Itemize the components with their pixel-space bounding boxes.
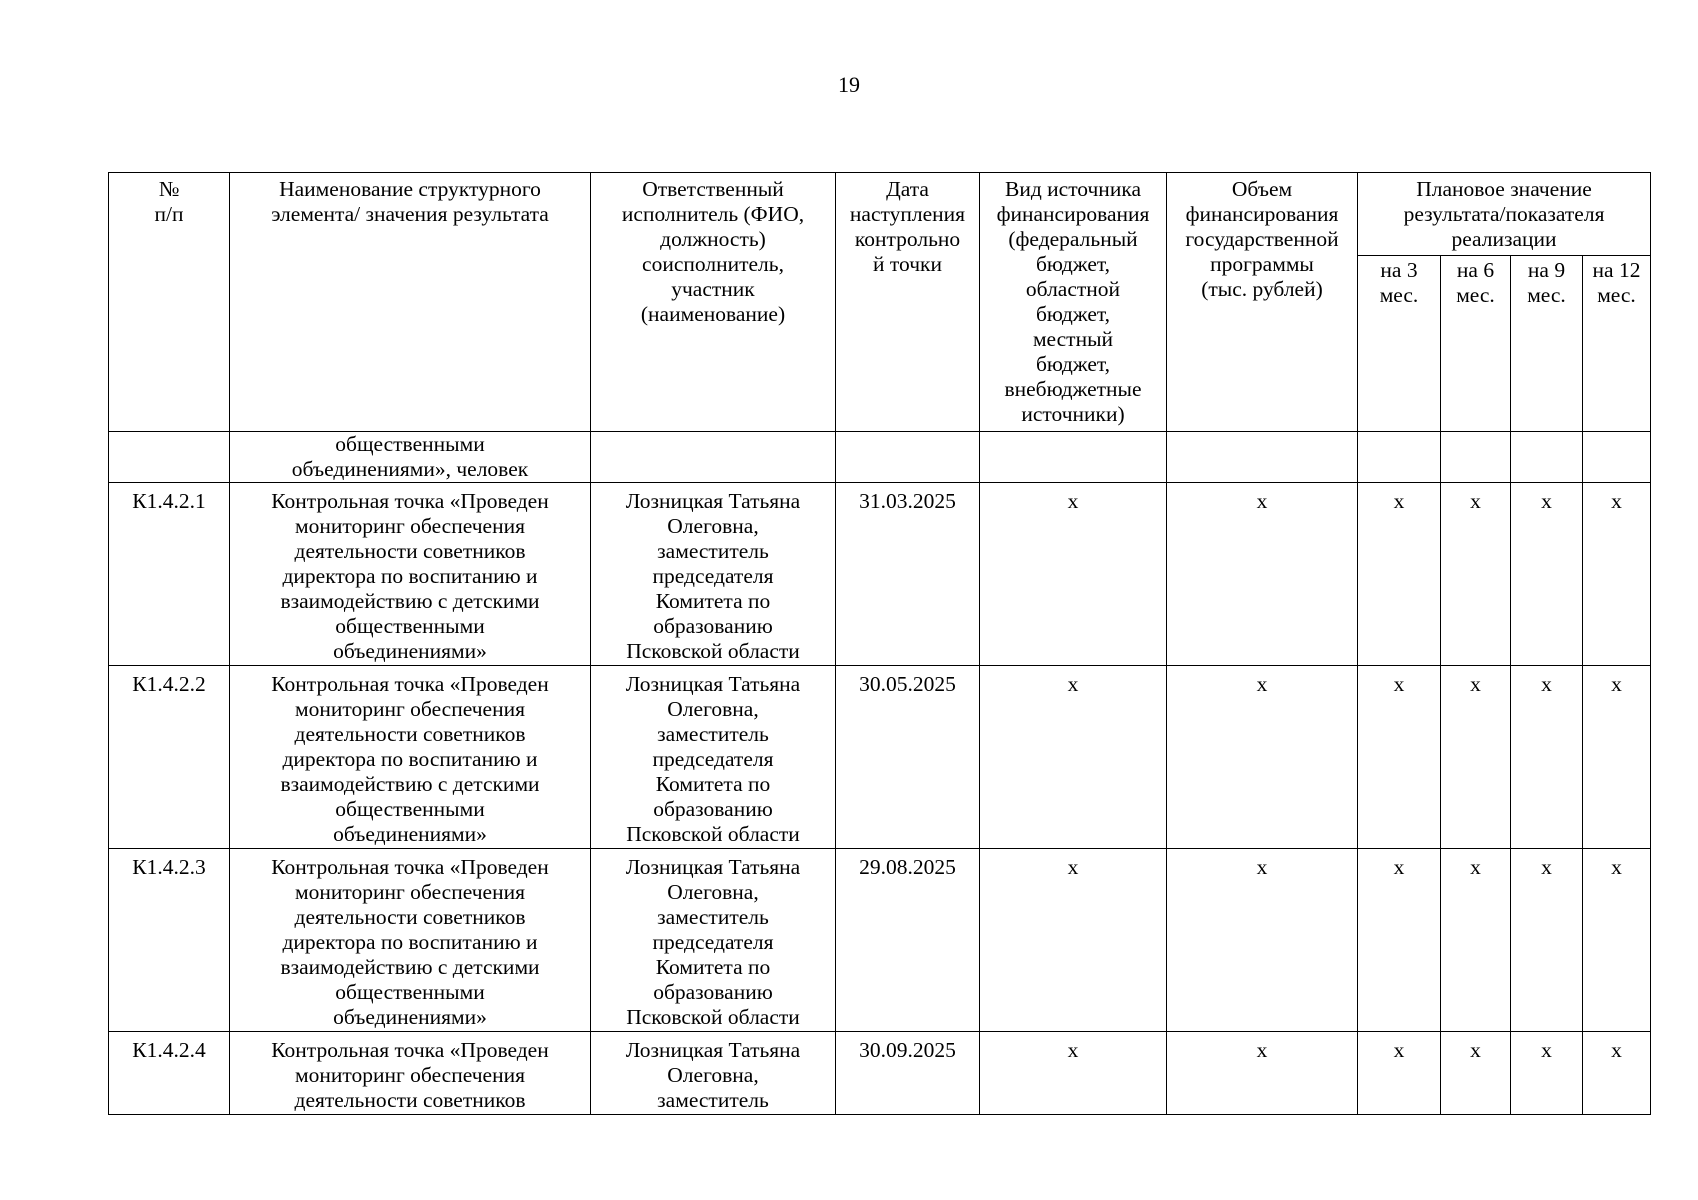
cell-num: К1.4.2.1 bbox=[109, 483, 230, 666]
cell-date: 29.08.2025 bbox=[836, 849, 980, 1032]
cell-month-9: х bbox=[1511, 483, 1583, 666]
cell-source bbox=[980, 432, 1167, 483]
cell-responsible bbox=[591, 849, 836, 1032]
text-line: Комитета по bbox=[655, 772, 771, 796]
text-line: Плановое значение bbox=[1416, 177, 1592, 201]
text-line: Наименование структурного bbox=[279, 177, 541, 201]
text-line: элемента/ значения результата bbox=[271, 202, 549, 226]
text-line: председателя bbox=[652, 564, 774, 588]
header-month-9 bbox=[1511, 256, 1583, 432]
text-line: деятельности советников bbox=[294, 1088, 526, 1112]
text-line: реализации bbox=[1451, 227, 1557, 251]
text-line: общественными bbox=[335, 980, 485, 1004]
text-line: заместитель bbox=[657, 1088, 769, 1112]
text-line: п/п bbox=[154, 202, 184, 226]
text-line: директора по воспитанию и bbox=[282, 930, 538, 954]
table-row bbox=[109, 1032, 1651, 1115]
text-line: участник bbox=[671, 277, 755, 301]
cell-month-12: х bbox=[1583, 666, 1651, 849]
text-line: Олеговна, bbox=[667, 880, 759, 904]
cell-source: х bbox=[980, 483, 1167, 666]
cell-month-3: х bbox=[1358, 1032, 1441, 1115]
text-line: Лозницкая Татьяна bbox=[625, 855, 801, 879]
text-line: заместитель bbox=[657, 722, 769, 746]
text-line: Псковской области bbox=[626, 1005, 800, 1029]
text-line: контрольно bbox=[854, 227, 961, 251]
cell-name bbox=[230, 432, 591, 483]
header-responsible bbox=[591, 173, 836, 432]
text-line: Комитета по bbox=[655, 955, 771, 979]
header-volume bbox=[1167, 173, 1358, 432]
text-line: местный bbox=[1032, 327, 1114, 351]
cell-month-3 bbox=[1358, 432, 1441, 483]
text-line: Контрольная точка «Проведен bbox=[271, 672, 549, 696]
page-number: 19 bbox=[838, 72, 860, 97]
text-line: бюджет, bbox=[1035, 302, 1111, 326]
text-line: Лозницкая Татьяна bbox=[625, 672, 801, 696]
text-line: (тыс. рублей) bbox=[1201, 277, 1323, 301]
cell-month-12: х bbox=[1583, 849, 1651, 1032]
text-line: общественными bbox=[335, 614, 485, 638]
text-line: мес. bbox=[1527, 283, 1566, 307]
cell-month-9 bbox=[1511, 432, 1583, 483]
continuation-row bbox=[109, 432, 1651, 483]
cell-num bbox=[109, 432, 230, 483]
cell-month-3: х bbox=[1358, 666, 1441, 849]
text-line: (федеральный bbox=[1008, 227, 1138, 251]
cell-date bbox=[836, 432, 980, 483]
text-line: й точки bbox=[873, 252, 942, 276]
text-line: мониторинг обеспечения bbox=[295, 514, 525, 538]
text-line: мониторинг обеспечения bbox=[295, 697, 525, 721]
cell-date: 30.05.2025 bbox=[836, 666, 980, 849]
text-line: объединениями» bbox=[333, 822, 487, 846]
cell-name bbox=[230, 1032, 591, 1115]
text-line: Объем bbox=[1231, 177, 1293, 201]
table-row bbox=[109, 849, 1651, 1032]
text-line: на 3 bbox=[1380, 258, 1418, 282]
header-num bbox=[109, 173, 230, 432]
text-line: мониторинг обеспечения bbox=[295, 880, 525, 904]
text-line: взаимодействию с детскими bbox=[280, 589, 540, 613]
cell-month-6: х bbox=[1441, 483, 1511, 666]
cell-month-3: х bbox=[1358, 483, 1441, 666]
cell-volume: х bbox=[1167, 483, 1358, 666]
text-line: Олеговна, bbox=[667, 1063, 759, 1087]
text-line: председателя bbox=[652, 930, 774, 954]
text-line: (наименование) bbox=[640, 302, 786, 326]
text-line: финансирования bbox=[1185, 202, 1339, 226]
text-line: бюджет, bbox=[1035, 352, 1111, 376]
cell-month-6 bbox=[1441, 432, 1511, 483]
cell-volume: х bbox=[1167, 1032, 1358, 1115]
header-month-6 bbox=[1441, 256, 1511, 432]
text-line: на 9 bbox=[1527, 258, 1566, 282]
cell-date: 30.09.2025 bbox=[836, 1032, 980, 1115]
text-line: образованию bbox=[653, 797, 773, 821]
header-date bbox=[836, 173, 980, 432]
table-body bbox=[109, 432, 1651, 1115]
text-line: объединениями», человек bbox=[291, 457, 529, 481]
text-line: областной bbox=[1025, 277, 1121, 301]
text-line: № bbox=[158, 177, 180, 201]
text-line: программы bbox=[1210, 252, 1314, 276]
cell-num: К1.4.2.3 bbox=[109, 849, 230, 1032]
text-line: наступления bbox=[849, 202, 966, 226]
text-line: источники) bbox=[1021, 402, 1125, 426]
cell-month-9: х bbox=[1511, 666, 1583, 849]
cell-num: К1.4.2.2 bbox=[109, 666, 230, 849]
text-line: деятельности советников bbox=[294, 905, 526, 929]
table-row bbox=[109, 483, 1651, 666]
text-line: деятельности советников bbox=[294, 722, 526, 746]
cell-source: х bbox=[980, 1032, 1167, 1115]
cell-responsible bbox=[591, 666, 836, 849]
cell-month-12: х bbox=[1583, 483, 1651, 666]
text-line: Контрольная точка «Проведен bbox=[271, 1038, 549, 1062]
cell-source: х bbox=[980, 849, 1167, 1032]
cell-responsible bbox=[591, 483, 836, 666]
text-line: Олеговна, bbox=[667, 514, 759, 538]
text-line: должность) bbox=[660, 227, 766, 251]
text-line: исполнитель (ФИО, bbox=[621, 202, 805, 226]
cell-month-6: х bbox=[1441, 666, 1511, 849]
text-line: заместитель bbox=[657, 905, 769, 929]
text-line: на 6 bbox=[1456, 258, 1495, 282]
table-row bbox=[109, 666, 1651, 849]
text-line: мес. bbox=[1456, 283, 1495, 307]
text-line: председателя bbox=[652, 747, 774, 771]
cell-month-9: х bbox=[1511, 849, 1583, 1032]
text-line: взаимодействию с детскими bbox=[280, 955, 540, 979]
text-line: общественными bbox=[335, 797, 485, 821]
table-header bbox=[109, 173, 1651, 432]
cell-volume bbox=[1167, 432, 1358, 483]
header-month-3 bbox=[1358, 256, 1441, 432]
cell-name bbox=[230, 483, 591, 666]
cell-source: х bbox=[980, 666, 1167, 849]
cell-month-6: х bbox=[1441, 849, 1511, 1032]
text-line: образованию bbox=[653, 980, 773, 1004]
text-line: образованию bbox=[653, 614, 773, 638]
text-line: заместитель bbox=[657, 539, 769, 563]
text-line: объединениями» bbox=[333, 1005, 487, 1029]
text-line: Псковской области bbox=[626, 639, 800, 663]
text-line: Олеговна, bbox=[667, 697, 759, 721]
text-line: Псковской области bbox=[626, 822, 800, 846]
cell-date: 31.03.2025 bbox=[836, 483, 980, 666]
text-line: директора по воспитанию и bbox=[282, 564, 538, 588]
cell-volume: х bbox=[1167, 849, 1358, 1032]
text-line: соисполнитель, bbox=[642, 252, 784, 276]
header-name bbox=[230, 173, 591, 432]
text-line: директора по воспитанию и bbox=[282, 747, 538, 771]
text-line: Вид источника bbox=[1004, 177, 1141, 201]
text-line: на 12 bbox=[1592, 258, 1641, 282]
plan-table bbox=[108, 172, 1651, 1115]
cell-month-9: х bbox=[1511, 1032, 1583, 1115]
text-line: Дата bbox=[886, 177, 929, 201]
text-line: Комитета по bbox=[655, 589, 771, 613]
text-line: Контрольная точка «Проведен bbox=[271, 489, 549, 513]
text-line: результата/показателя bbox=[1403, 202, 1605, 226]
cell-name bbox=[230, 666, 591, 849]
cell-responsible bbox=[591, 1032, 836, 1115]
cell-name bbox=[230, 849, 591, 1032]
text-line: Ответственный bbox=[642, 177, 784, 201]
cell-num: К1.4.2.4 bbox=[109, 1032, 230, 1115]
text-line: государственной bbox=[1185, 227, 1339, 251]
header-source bbox=[980, 173, 1167, 432]
cell-responsible bbox=[591, 432, 836, 483]
text-line: Лозницкая Татьяна bbox=[625, 489, 801, 513]
text-line: Контрольная точка «Проведен bbox=[271, 855, 549, 879]
text-line: Лозницкая Татьяна bbox=[625, 1038, 801, 1062]
cell-month-3: х bbox=[1358, 849, 1441, 1032]
cell-month-6: х bbox=[1441, 1032, 1511, 1115]
text-line: мониторинг обеспечения bbox=[295, 1063, 525, 1087]
text-line: взаимодействию с детскими bbox=[280, 772, 540, 796]
cell-month-12: х bbox=[1583, 1032, 1651, 1115]
text-line: финансирования bbox=[996, 202, 1150, 226]
cell-month-12 bbox=[1583, 432, 1651, 483]
text-line: бюджет, bbox=[1035, 252, 1111, 276]
cell-volume: х bbox=[1167, 666, 1358, 849]
text-line: внебюджетные bbox=[1004, 377, 1142, 401]
text-line: мес. bbox=[1597, 283, 1636, 307]
text-line: объединениями» bbox=[333, 639, 487, 663]
text-line: мес. bbox=[1379, 283, 1419, 307]
header-month-12 bbox=[1583, 256, 1651, 432]
text-line: деятельности советников bbox=[294, 539, 526, 563]
text-line: общественными bbox=[335, 432, 485, 456]
header-plan bbox=[1358, 173, 1651, 256]
